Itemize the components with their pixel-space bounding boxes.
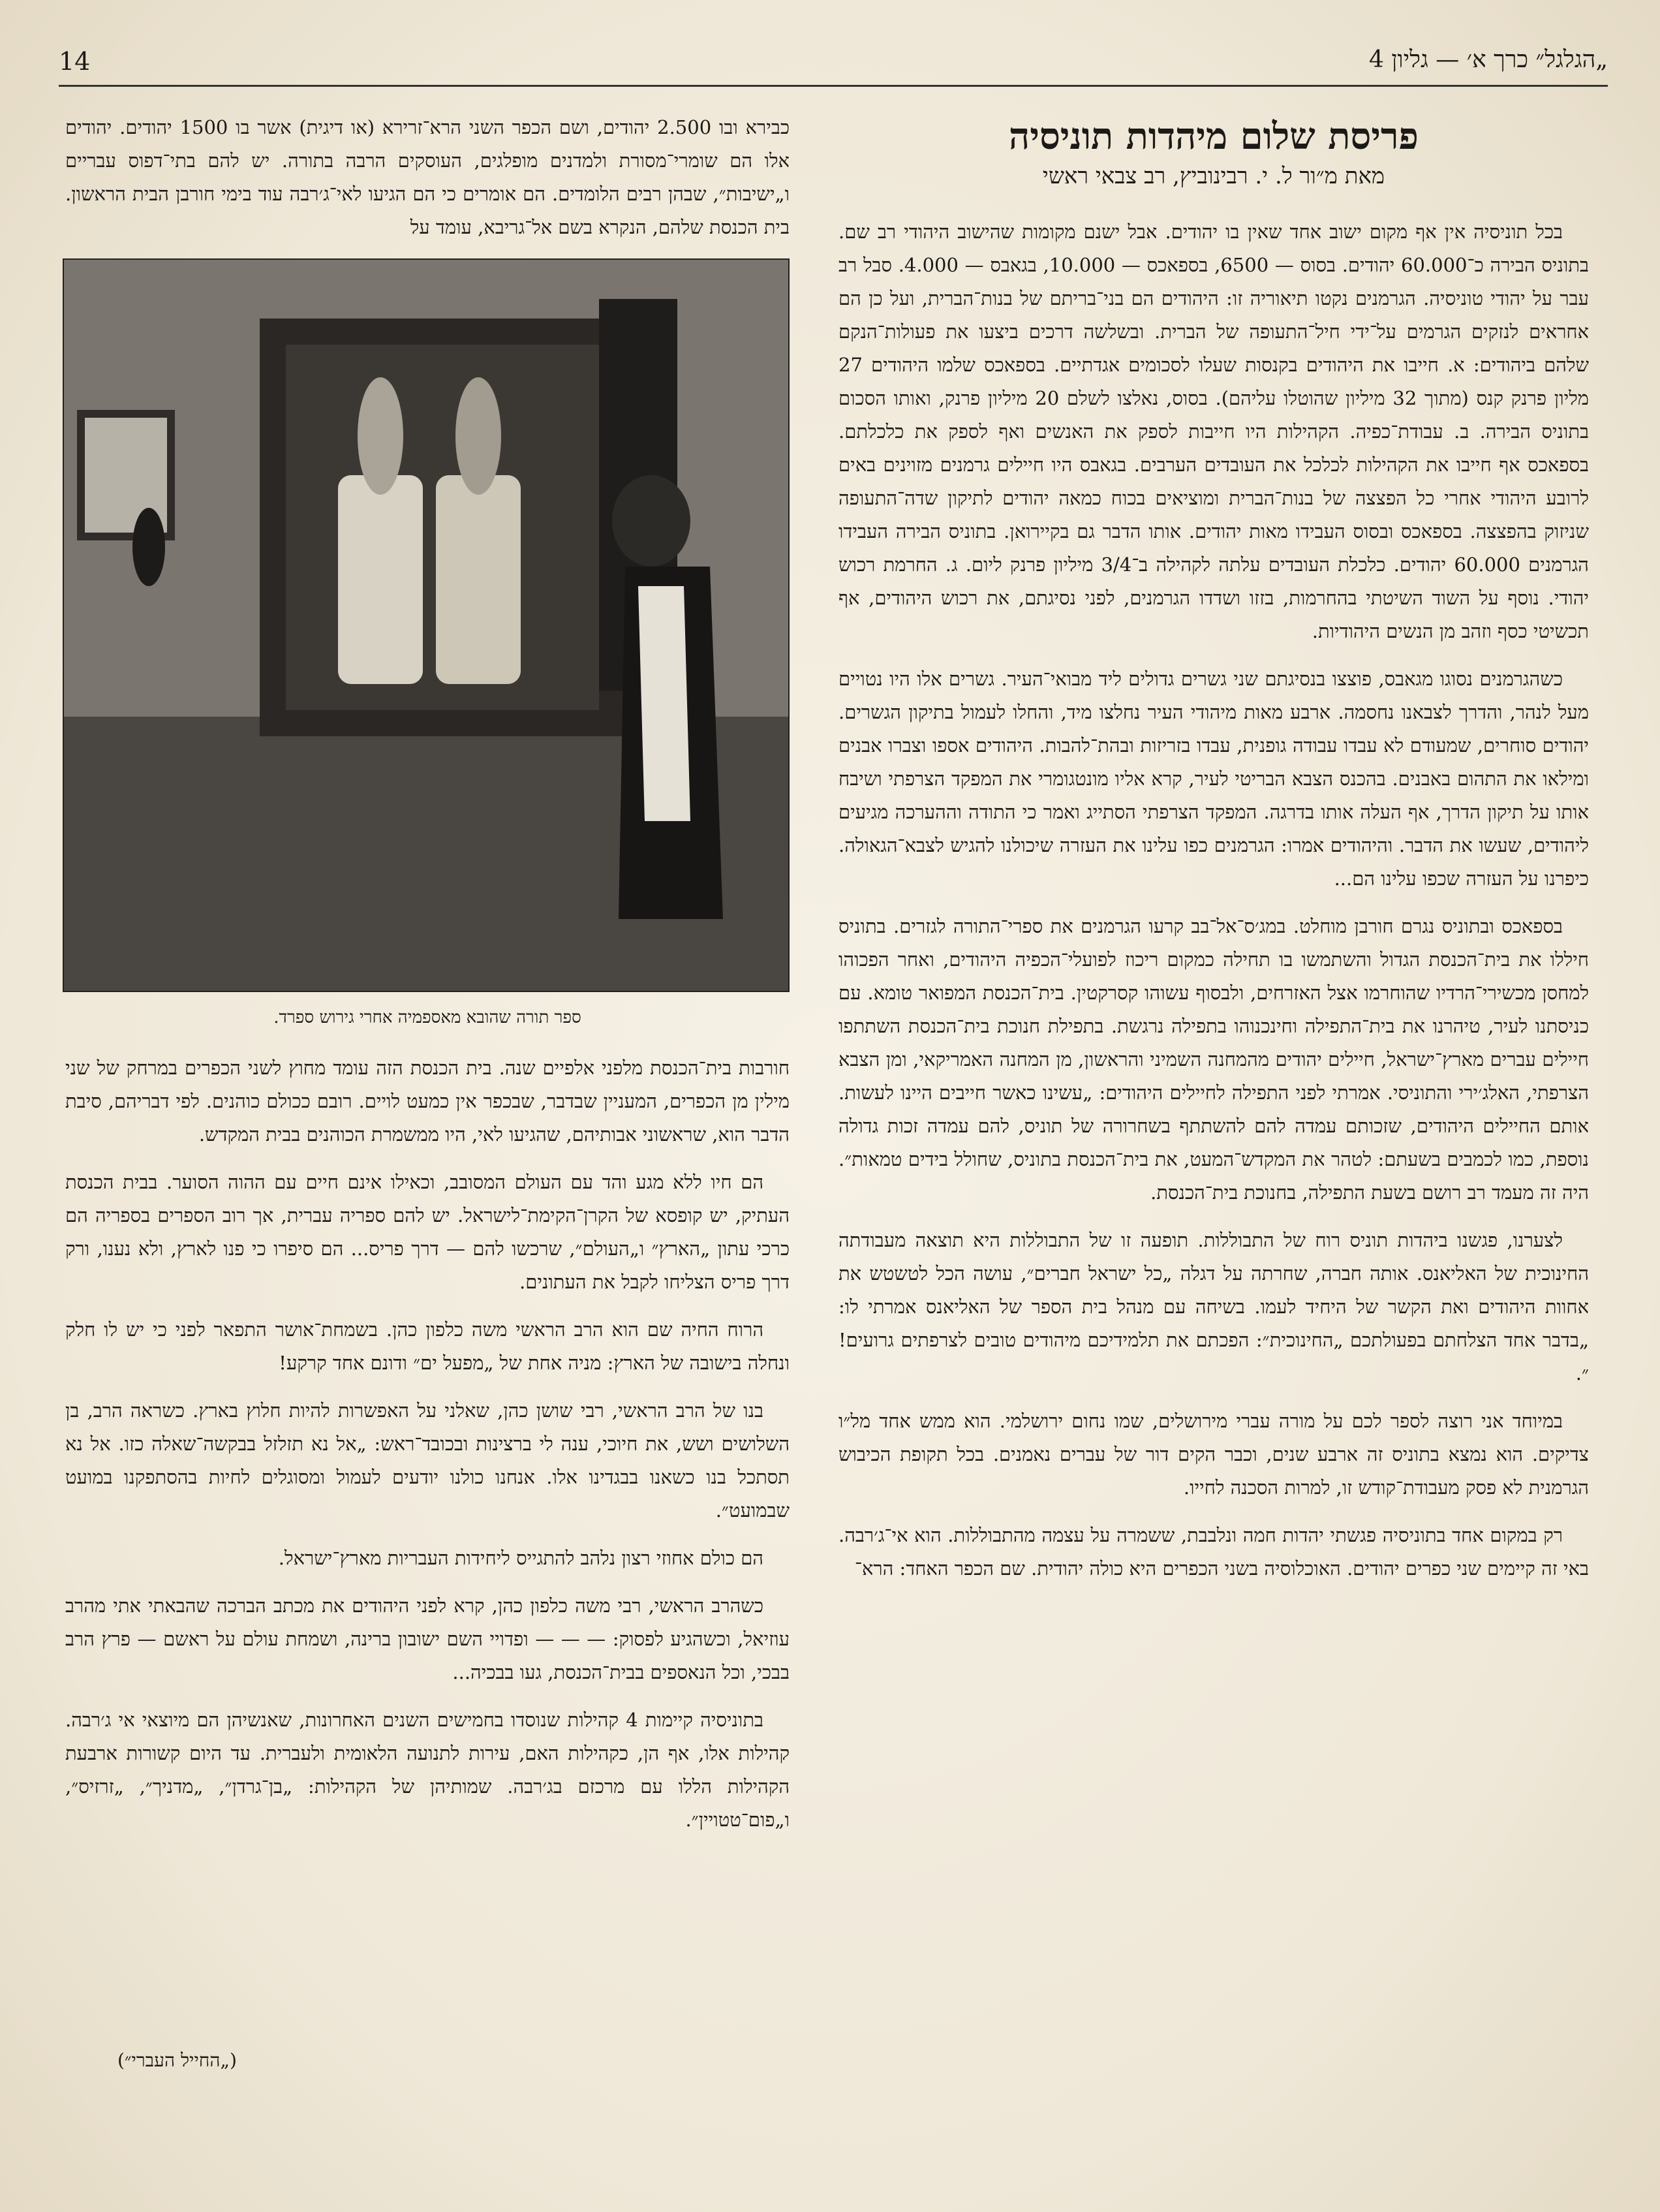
paragraph: כשהגרמנים נסוגו מגאבס, פוצצו בנסיגתם שני גשרים גדולים ליד מבואי־העיר. גשרים אלו היו נטויים מעל לנהר, והדרך לצבאנו נחסמה. ארבע מאות מיהודי העיר נחלצו מיד, והחלו לעמול בתיקון הגשרים. יהודים סוחרים, שמעודם לא עבדו עבודה גופנית, עבדו בזריזות ובהת־להבות. היהודים אספו וצברו אבנים ומילאו את התהום באבנים. בהכנס הצבא הבריטי לעיר, קרא אליו מונטגומרי את המפקד הצרפתי ושיבח אותו על תיקון הדרך, אף העלה אותו בדרגה. המפקד הצרפתי הסתייג ואמר כי התודה וההערכה מגיעים ליהודים, שעשו את הדבר. והיהודים אמרו: הגרמנים כפו עלינו את העזרה שיכולנו להגיש לצבא־הגאולה. כיפרנו על העזרה שכפו עלינו הם... bbox=[838, 668, 1589, 890]
paragraph: כבירא ובו 2.500 יהודים, ושם הכפר השני הרא־זרירא (או דיגית) אשר בו 1500 יהודים. יהודים אלו הם שומרי־מסורת ולמדנים מופלגים, העוסקים הרבה בתורה. יש להם בתי־דפוס עבריים ו„ישיבות״, שבהן רבים הלומדים. הם אומרים כי הם הגיעו לאי־ג׳רבה עוד בימי חורבן הבית הראשון. בית הכנסת שלהם, הנקרא בשם אל־גריבא, עומד על bbox=[65, 116, 790, 238]
paragraph: כשהרב הראשי, רבי משה כלפון כהן, קרא לפני היהודים את מכתב הברכה שהבאתי אתי מהרב עוזיאל, וכשהגיע לפסוק: — — — ופדויי השם ישובון ברינה, ושמחת עולם על ראשם — פרץ הרב בבכי, וכל הנאספים בבית־הכנסת, געו בבכיה... bbox=[65, 1595, 790, 1683]
article-byline: מאת מ״ור ל. י. רבינוביץ, רב צבאי ראשי bbox=[1042, 163, 1385, 189]
paragraph: בספאכס ובתוניס נגרם חורבן מוחלט. במג׳ס־אל־בב קרעו הגרמנים את ספרי־התורה לגזרים. בתוניס חיללו את בית־הכנסת הגדול והשתמשו בו תחילה כמקום ריכוז לפועלי־הכפיה היהודים, ואחר הפכוהו למחסן מכשירי־הרדיו שהוחרמו אצל האזרחים, ולבסוף עשוהו קסרקטין. בית־הכנסת המפואר טומא. עם כניסתנו לעיר, טיהרנו את בית־התפילה וחינכנוהו בתפילה נרגשת. בתפילת חנוכת בית־הכנסת השתתפו חיילים עברים מארץ־ישראל, חיילים יהודים מהמחנה השמיני והראשון, מן המחנה האמריקאי, ומן הצבא הצרפתי, האלג׳ירי והתוניסי. אמרתי לפני התפילה לחיילים היהודים: „עשינו כאשר חייבים היינו לעשות. אותם החיילים היהודים, שזכותם עמדה להם להשתתף בשחרורה של תוניס, להם עמדה זכות גדולה נוספת, כמו לכמבים בשעתם: לטהר את המקדש־המעט, את בית־הכנסת בתוניס, שחולל בידים טמאות״. היה זה מעמד רב רושם בשעת התפילה, בחנוכת בית־הכנסת. bbox=[838, 915, 1589, 1204]
paragraph: הם כולם אחוזי רצון נלהב להתגייס ליחידות העבריות מארץ־ישראל. bbox=[278, 1547, 763, 1569]
source-credit: („החייל העברי״) bbox=[117, 2049, 237, 2071]
paragraph: הם חיו ללא מגע והד עם העולם המסובב, וכאילו אינם חיים עם ההוה הסוער. בבית הכנסת העתיק, יש קופסא של הקרן־הקימת־לישראל. יש להם ספריה עברית, אך רוב הספרים בספריה הם כרכי עתון „הארץ״ ו„העולם״, שרכשו להם — דרך פריס... הם סיפרו כי פנו לארץ, ולא נענו, ורק דרך פריס הצליחו לקבל את העתונים. bbox=[65, 1171, 790, 1293]
page-number: 14 bbox=[59, 47, 91, 76]
left-column bbox=[65, 111, 790, 1851]
paragraph: לצערנו, פגשנו ביהדות תוניס רוח של התבוללות. תופעה זו של התבוללות היא תוצאה מעבודתה החינוכית של האליאנס. אותה חברה, שחרתה על דגלה „כל ישראל חברים״, עושה הכל לטשטש את אחוות היהודים ואת הקשר של היחיד לעמו. בשיחה עם מנהל בית הספר של האליאנס אמרתי לו: „בדבר אחד הצלחתם בפעולתכם „החינוכית״: הפכתם את תלמידיכם מיהודים טובים לצרפתים גרועים!״. bbox=[838, 1229, 1589, 1384]
paragraph: בכל תוניסיה אין אף מקום ישוב אחד שאין בו יהודים. אבל ישנם מקומות שהישוב היהודי רב שם. בתוניס הבירה כ־60.000 יהודים. בסוס — 6500, בספאכס — 10.000, בגאבס — 4.000. סבל רב עבר על יהודי טוניסיה. הגרמנים נקטו תיאוריה זו: היהודים הם בני־בריתם של בנות־הברית, ועל כן הם אחראים לנזקים הגרמים על־ידי חיל־התעופה של הברית. ובשלשה דרכים ביצעו את פעולות־הנקם שלהם ביהודים: א. חייבו את היהודים בקנסות שעלו לסכומים אגדתיים. בספאכס שלמו היהודים 27 מליון פרנק קנס (מתוך 32 מיליון שהוטלו עליהם). בסוס, נאלצו לשלם 20 מיליון פרנק, ואותו הסכום בתוניס הבירה. ב. עבודת־כפיה. הקהילות היו חייבות לספק את האנשים ואף לספק את כלכלתם. בספאכס אף חייבו את הקהילות לכלכל את העובדים הערבים. בגאבס היו חיילים גרמנים מזוינים באים לרובע היהודי אחרי כל הפצצה של בנות־הברית ומוציאים בכוח כמאה יהודים לתיקון שדה־התעופה שניזוק בהפצצה. בספאכס ובסוס העבידו מאות יהודים. אותו הדבר גם בקיירואן. בתוניס הבירה העבידו הגרמנים 60.000 יהודים. כלכלת העובדים עלתה לקהילה ב־3/4 מיליון פרנק ליום. ג. החרמת רכוש יהודי. נוסף על השוד השיטתי בהחרמות, בזזו ושדדו הגרמנים, לפני נסיגתם, את רכוש היהודים, אף תכשיטי כסף וזהב מן הנשים היהודיות. bbox=[838, 221, 1590, 642]
torah-ark-photo bbox=[63, 258, 790, 992]
paragraph: רק במקום אחד בתוניסיה פגשתי יהדות חמה ונלבבת, ששמרה על עצמה מהתבוללות. הוא אי־ג׳רבה. באי זה קיימים שני כפרים יהודים. האוכלוסיה בשני הכפרים היא כולה יהודית. שם הכפר האחד: הרא־ bbox=[838, 1524, 1589, 1580]
paragraph: הרוח החיה שם הוא הרב הראשי משה כלפון כהן. בשמחת־אושר התפאר לפני כי יש לו חלק ונחלה בישובה של הארץ: מניה אחת של „מפעל ים״ ודונם אחד קרקע! bbox=[65, 1318, 790, 1374]
page-header bbox=[59, 39, 1608, 87]
paragraph: בנו של הרב הראשי, רבי שושן כהן, שאלני על האפשרות להיות חלוץ בארץ. כשראה הרב, בן השלושים ושש, את חיוכי, ענה לי ברצינות ובכובד־ראש: „אל נא תזלזל בבקשה־שאלה כזו. אל נא תסתכל בנו כשאנו בבגדינו אלו. אנחנו כולנו יודעים לעמול ומסוגלים לחיות בהסתפקנו במועט שבמועט״. bbox=[65, 1399, 790, 1521]
article-title: פריסת שלום מיהדות תוניסיה bbox=[1009, 115, 1419, 158]
paragraph: במיוחד אני רוצה לספר לכם על מורה עברי מירושלים, שמו נחום ירושלמי. הוא ממש אחד מל״ו צדיקים. הוא נמצא בתוניס זה ארבע שנים, וכבר הקים דור של עברים נאמנים. בכל תקופת הכיבוש הגרמנית לא פסק מעבודת־קודש זו, למרות הסכנה לחייו. bbox=[838, 1410, 1589, 1499]
paragraph: בתוניסיה קיימות 4 קהילות שנוסדו בחמישים השנים האחרונות, שאנשיהן הם מיוצאי אי ג׳רבה. קהילות אלו, אף הן, כקהילות האם, עירות לתנועה הלאומית ולעברית. עד היום קשורות ארבעת הקהילות הללו עם מרכזם בג׳רבה. שמותיהן של הקהילות: „בן־גרדן״, „מדניך״, „זרזיס״, ו„פום־טטויין״. bbox=[65, 1709, 790, 1831]
paragraph: חורבות בית־הכנסת מלפני אלפיים שנה. בית הכנסת הזה עומד מחוץ לשני הכפרים במרחק של שני מילין מן הכפרים, המעניין שבדבר, שבכפר אין כמעט לויים. רובם ככולם כוהנים. לפי דבריהם, סיבת הדבר הוא, שראשוני אבותיהם, שהגיעו לאי, היו ממשמרת הכוהנים בבית המקדש. bbox=[65, 1057, 790, 1145]
photo-caption: ספר תורה שהובא מאספמיה אחרי גירוש ספרד. bbox=[273, 1008, 581, 1027]
running-head: „הגלגל״ כרך א׳ — גליון 4 bbox=[1368, 46, 1608, 73]
photo-illustration bbox=[64, 260, 788, 991]
right-column bbox=[838, 111, 1589, 1600]
